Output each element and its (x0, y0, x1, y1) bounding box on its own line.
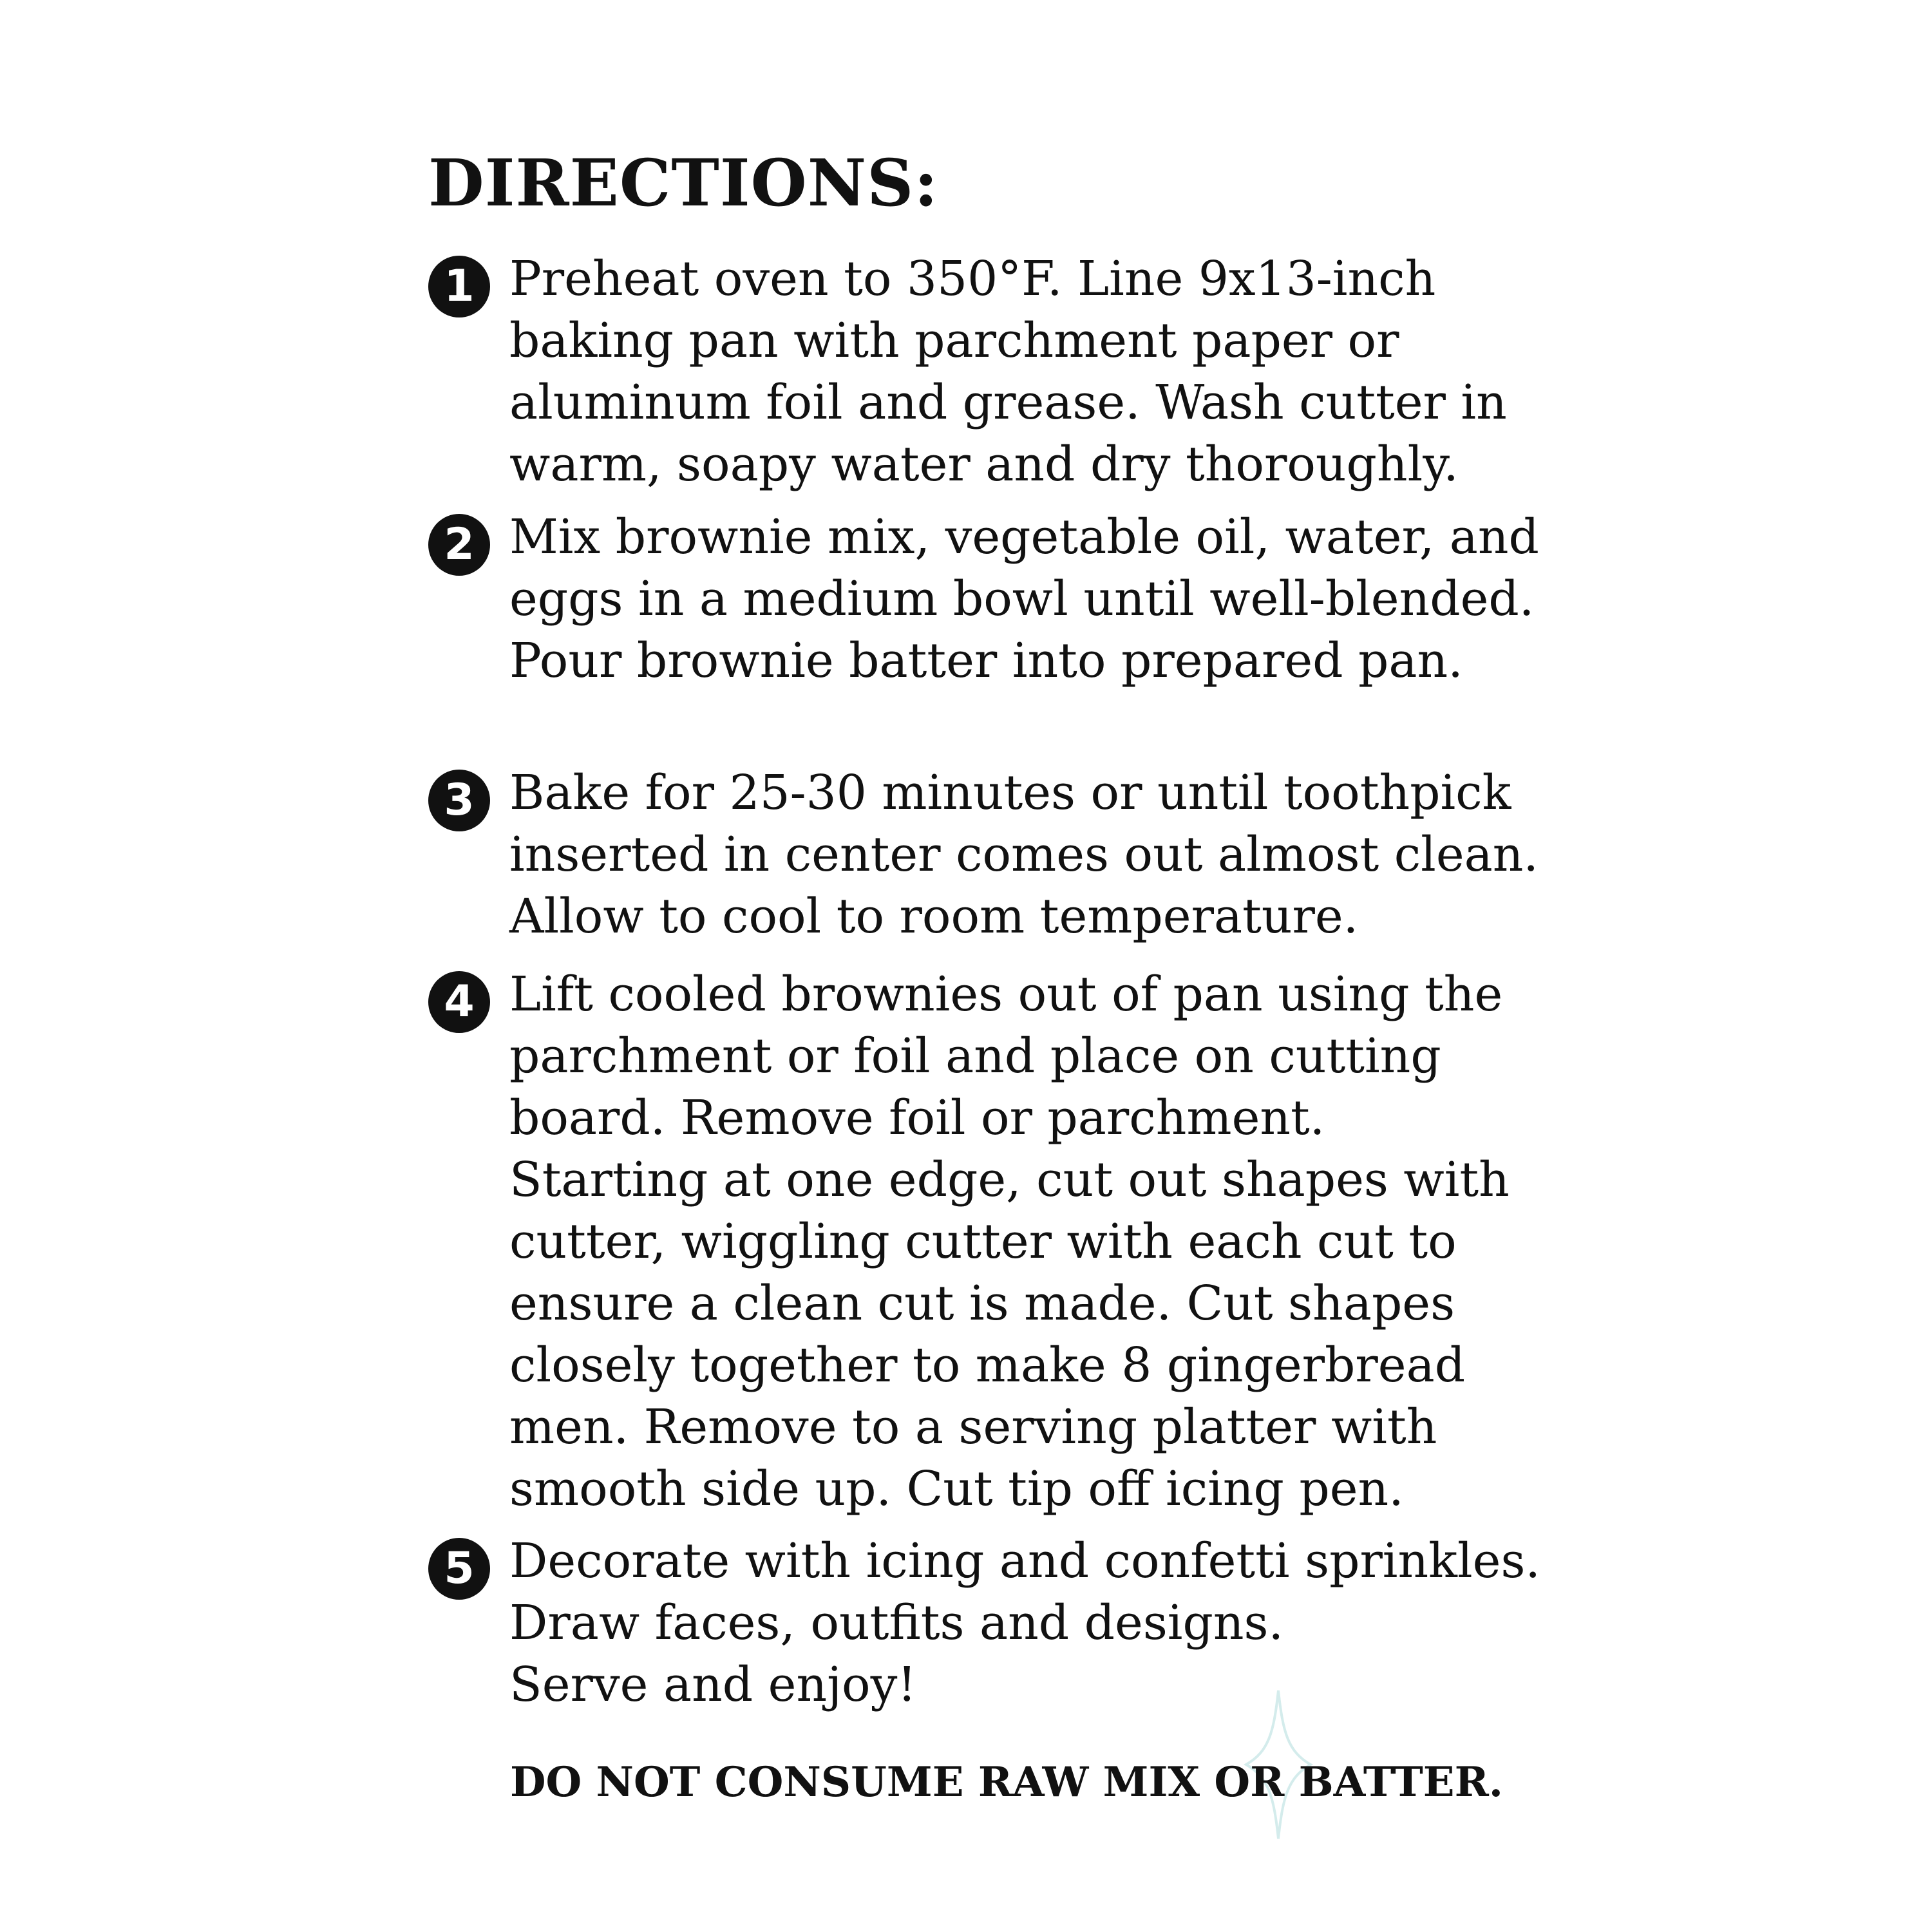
step-line: aluminum foil and grease. Wash cutter in (509, 375, 1507, 430)
step-line: Decorate with icing and confetti sprinkles. (509, 1533, 1540, 1589)
raw-batter-warning: DO NOT CONSUME RAW MIX OR BATTER. (510, 1758, 1504, 1806)
step-number-badge: 3 (428, 770, 490, 831)
step-line: cutter, wiggling cutter with each cut to (509, 1214, 1457, 1269)
step-line: board. Remove foil or parchment. (509, 1090, 1325, 1146)
step-line: Serve and enjoy! (509, 1657, 917, 1712)
step-text (509, 762, 1578, 947)
step-line: eggs in a medium bowl until well-blended. (509, 571, 1535, 627)
step-line: Draw faces, outfits and designs. (509, 1595, 1283, 1651)
step-line: men. Remove to a serving platter with (509, 1399, 1437, 1455)
step-number-badge: 5 (428, 1538, 490, 1600)
step-line: Starting at one edge, cut out shapes with (509, 1152, 1510, 1208)
step-line: Preheat oven to 350°F. Line 9x13-inch (509, 251, 1436, 307)
step-number-badge: 1 (428, 256, 490, 317)
step-line: ensure a clean cut is made. Cut shapes (509, 1276, 1455, 1331)
step-text (509, 248, 1578, 495)
step-line: Allow to cool to room temperature. (509, 889, 1359, 944)
directions-title: DIRECTIONS: (428, 145, 939, 221)
step-text (509, 963, 1578, 1520)
step-text (509, 1530, 1578, 1716)
step-line: Mix brownie mix, vegetable oil, water, and (509, 509, 1539, 565)
step-line: Bake for 25-30 minutes or until toothpick (509, 765, 1511, 820)
step-line: baking pan with parchment paper or (509, 313, 1399, 368)
step-line: Lift cooled brownies out of pan using the (509, 967, 1503, 1022)
step-line: inserted in center comes out almost clean. (509, 827, 1539, 882)
step-line: warm, soapy water and dry thoroughly. (509, 437, 1459, 492)
step-line: parchment or foil and place on cutting (509, 1028, 1441, 1084)
step-text (509, 506, 1578, 692)
step-line: Pour brownie batter into prepared pan. (509, 633, 1463, 688)
step-line: closely together to make 8 gingerbread (509, 1338, 1466, 1393)
step-number-badge: 4 (428, 971, 490, 1033)
step-number-badge: 2 (428, 514, 490, 576)
step-line: smooth side up. Cut tip off icing pen. (509, 1461, 1404, 1517)
